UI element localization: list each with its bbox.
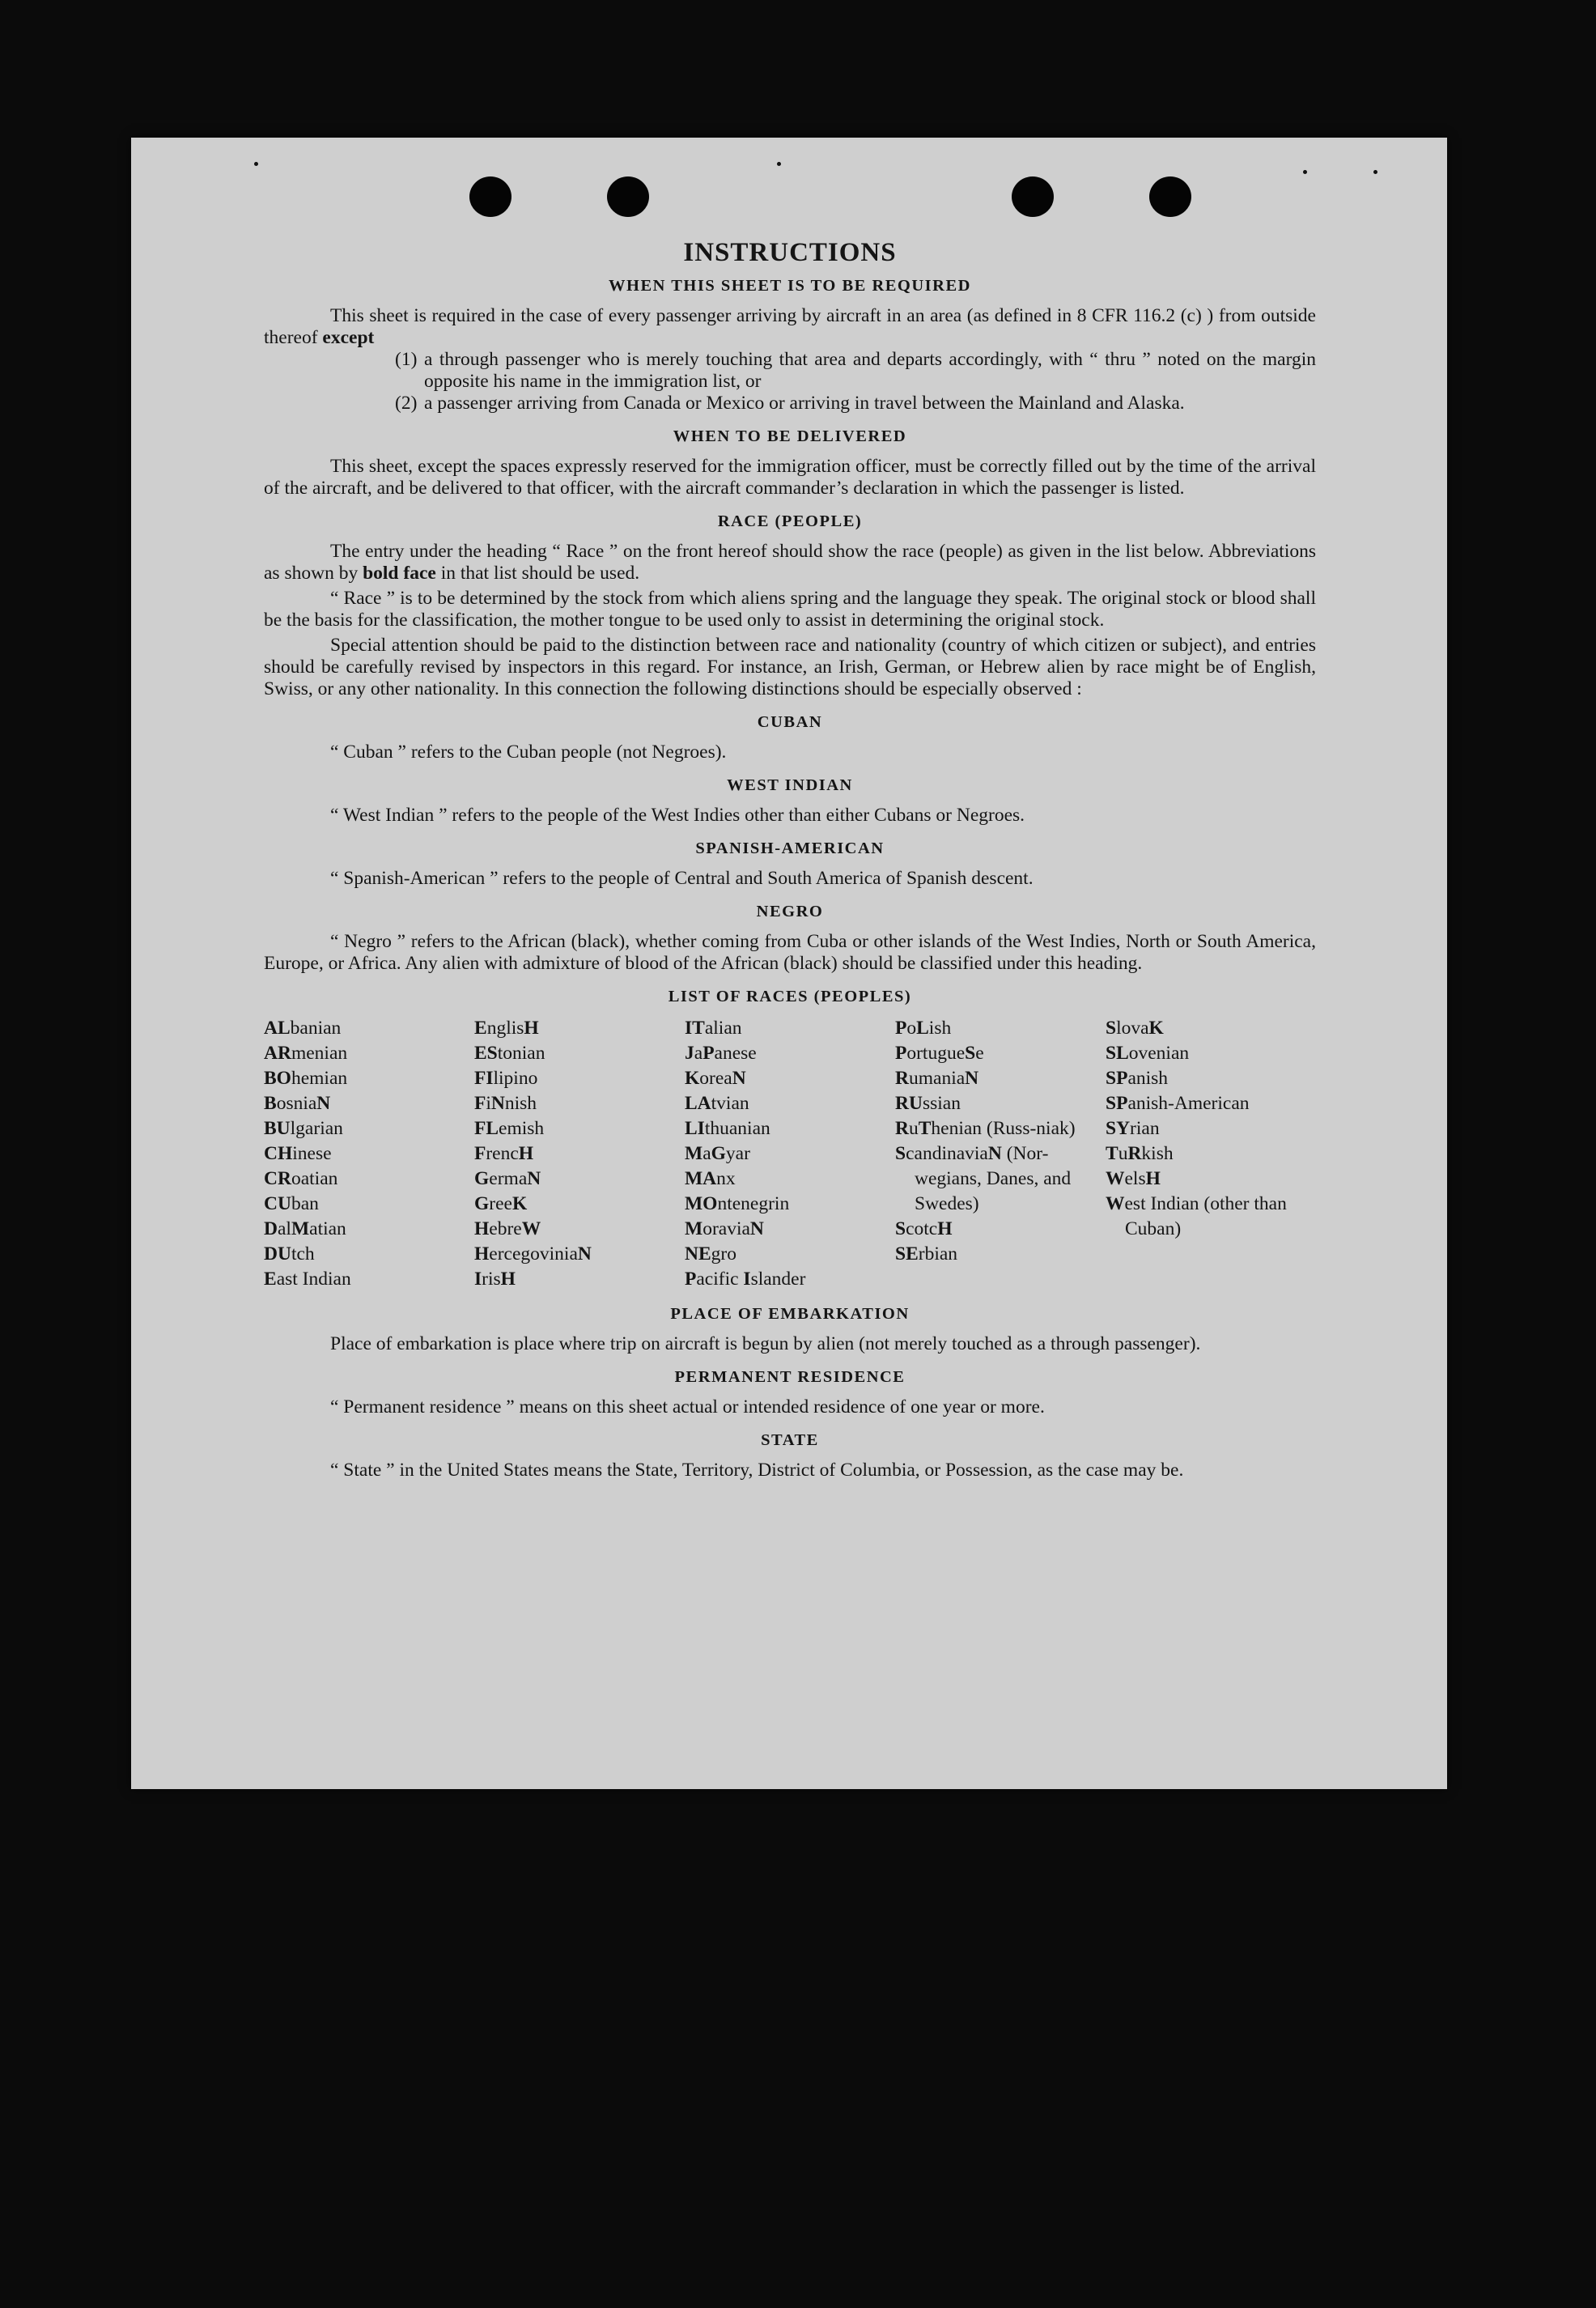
race-name-part: i <box>486 1093 491 1114</box>
section-heading-required: WHEN THIS SHEET IS TO BE REQUIRED <box>609 277 971 295</box>
race-abbreviation: AL <box>264 1018 291 1039</box>
race-column <box>1106 1016 1316 1292</box>
race-name-part: umania <box>908 1068 966 1089</box>
paragraph-emphasis: except <box>322 327 375 348</box>
race-name-part: lova <box>1116 1018 1149 1039</box>
race-name-part: yar <box>725 1143 750 1164</box>
paragraph-spanish-american: “ Spanish-American ” refers to the people of Central and South America of Spanish descent. <box>330 868 1034 889</box>
race-abbreviation: S <box>895 1218 906 1239</box>
race-name-part: ebre <box>489 1218 522 1239</box>
exception-number: (1) <box>395 349 418 370</box>
race-abbreviation: N <box>987 1143 1002 1164</box>
race-name-part: tonian <box>497 1043 545 1064</box>
race-abbreviation: CU <box>264 1193 291 1214</box>
race-name-part: e <box>975 1043 984 1064</box>
race-entry <box>1106 1167 1316 1192</box>
punch-hole <box>1149 176 1191 217</box>
race-abbreviation: P <box>685 1269 697 1290</box>
race-abbreviation: H <box>518 1143 534 1164</box>
race-abbreviation: W <box>521 1218 541 1239</box>
race-column <box>474 1016 685 1292</box>
section-heading-residence: PERMANENT RESIDENCE <box>674 1368 906 1386</box>
punch-hole <box>1012 176 1054 217</box>
paragraph-embarkation: Place of embarkation is place where trip on aircraft is begun by alien (not merely touched as a through passenger). <box>330 1333 1201 1354</box>
race-abbreviation: G <box>711 1143 726 1164</box>
race-entry <box>685 1116 895 1141</box>
race-name-part: nglis <box>486 1018 524 1039</box>
race-abbreviation: BU <box>264 1118 291 1139</box>
section-heading-delivered: WHEN TO BE DELIVERED <box>673 427 907 445</box>
instructions-content <box>264 239 1316 1481</box>
race-name-part: al <box>277 1218 291 1239</box>
race-abbreviation: H <box>500 1269 516 1290</box>
race-entry <box>264 1217 474 1242</box>
race-abbreviation: BO <box>264 1068 291 1089</box>
race-name-part: inese <box>292 1143 332 1164</box>
section-heading-negro: NEGRO <box>756 903 824 920</box>
race-name-part: anish <box>1127 1068 1169 1089</box>
race-name-part: rbian <box>918 1243 958 1265</box>
race-entry <box>685 1267 895 1292</box>
race-entry <box>1106 1192 1316 1242</box>
race-abbreviation: S <box>1106 1018 1117 1039</box>
race-entry <box>895 1041 1106 1066</box>
race-abbreviation: LA <box>685 1093 711 1114</box>
race-name-part: ris <box>482 1269 501 1290</box>
race-entry <box>264 1041 474 1066</box>
race-entry <box>895 1016 1106 1041</box>
race-name-part: oravia <box>702 1218 750 1239</box>
race-name-part: renc <box>486 1143 519 1164</box>
race-name-part: tch <box>291 1243 315 1265</box>
race-abbreviation: MA <box>685 1168 717 1189</box>
race-column <box>264 1016 474 1292</box>
race-abbreviation: I <box>474 1269 482 1290</box>
race-name-part: ree <box>489 1193 512 1214</box>
race-entry <box>685 1192 895 1217</box>
race-entry <box>685 1242 895 1267</box>
race-abbreviation: CH <box>264 1143 293 1164</box>
paper-speck <box>1373 170 1377 174</box>
paragraph-negro: “ Negro ” refers to the African (black), whether coming from Cuba or other islands of the West Indies, North or South America, Europe, or Africa. Any alien with admixture of blood of the African (black) should be classified under this heading. <box>264 931 1316 974</box>
paragraph-cuban: “ Cuban ” refers to the Cuban people (not Negroes). <box>330 742 727 763</box>
race-name-part: ssian <box>922 1093 961 1114</box>
race-abbreviation: G <box>474 1193 490 1214</box>
race-abbreviation: H <box>474 1243 490 1265</box>
race-abbreviation: L <box>916 1018 929 1039</box>
race-entry <box>474 1066 685 1091</box>
race-abbreviation: F <box>474 1143 486 1164</box>
race-abbreviation: M <box>685 1218 703 1239</box>
race-abbreviation: N <box>749 1218 764 1239</box>
race-name-part: orea <box>699 1068 732 1089</box>
race-name-part: ban <box>291 1193 319 1214</box>
race-name-part: lipino <box>493 1068 538 1089</box>
paragraph-required <box>264 305 1316 349</box>
race-name-part: henian (Russ-niak) <box>931 1118 1076 1139</box>
race-name-part: tvian <box>711 1093 749 1114</box>
race-entry <box>1106 1141 1316 1167</box>
race-abbreviation: W <box>1106 1193 1125 1214</box>
punch-hole <box>607 176 649 217</box>
race-entry <box>895 1242 1106 1267</box>
race-name-part: cotc <box>906 1218 938 1239</box>
race-abbreviation: M <box>685 1143 703 1164</box>
race-name-part: u <box>1118 1143 1128 1164</box>
paragraph-race-2: “ Race ” is to be determined by the stock from which aliens spring and the language they speak. The original stock or blood shall be the basis for the classification, the mother tongue to be used only to assist in determining the original stock. <box>264 588 1316 631</box>
race-name-part: nx <box>716 1168 736 1189</box>
race-name-part: a <box>702 1143 711 1164</box>
section-heading-west-indian: WEST INDIAN <box>727 776 853 794</box>
section-heading-spanish-american: SPANISH-AMERICAN <box>695 839 885 857</box>
paper-speck <box>777 162 781 166</box>
race-abbreviation: MO <box>685 1193 718 1214</box>
race-abbreviation: H <box>524 1018 539 1039</box>
exception-number: (2) <box>395 393 418 414</box>
race-abbreviation: AR <box>264 1043 291 1064</box>
race-entry <box>264 1242 474 1267</box>
race-entry <box>474 1016 685 1041</box>
paragraph-state: “ State ” in the United States means the State, Territory, District of Columbia, or Possession, as the case may be. <box>330 1460 1184 1481</box>
race-entry <box>474 1167 685 1192</box>
paper-speck <box>1303 170 1307 174</box>
race-abbreviation: E <box>264 1269 277 1290</box>
section-heading-cuban: CUBAN <box>757 713 823 731</box>
race-abbreviation: B <box>264 1093 277 1114</box>
race-entry <box>685 1091 895 1116</box>
race-entry <box>685 1066 895 1091</box>
punch-hole <box>469 176 511 217</box>
race-name-part: els <box>1124 1168 1146 1189</box>
race-abbreviation: T <box>918 1118 932 1139</box>
race-name-part: thuanian <box>704 1118 770 1139</box>
race-abbreviation: DU <box>264 1243 291 1265</box>
race-name-part: slander <box>750 1269 806 1290</box>
race-name-part: hemian <box>291 1068 348 1089</box>
race-abbreviation: E <box>474 1018 487 1039</box>
race-abbreviation: K <box>511 1193 528 1214</box>
race-name-part: o <box>906 1018 917 1039</box>
race-abbreviation: N <box>527 1168 541 1189</box>
race-entry <box>895 1091 1106 1116</box>
race-name-part: menian <box>291 1043 348 1064</box>
race-name-part: anese <box>714 1043 757 1064</box>
race-entry <box>895 1066 1106 1091</box>
race-entry <box>474 1217 685 1242</box>
race-abbreviation: I <box>743 1269 751 1290</box>
race-abbreviation: K <box>1148 1018 1164 1039</box>
race-abbreviation: K <box>685 1068 700 1089</box>
section-heading-race: RACE (PEOPLE) <box>717 512 863 530</box>
race-abbreviation: FI <box>474 1068 494 1089</box>
race-abbreviation: NE <box>685 1243 711 1265</box>
race-name-part: anish-American <box>1127 1093 1250 1114</box>
race-abbreviation: N <box>732 1068 746 1089</box>
race-abbreviation: SP <box>1106 1093 1128 1114</box>
paragraph-text: The entry under the heading “ Race ” on the front hereof should show the race (people) as given in the list below. Abbreviations as shown by <box>264 541 1316 584</box>
race-entry <box>1106 1016 1316 1041</box>
paragraph-emphasis: bold face <box>363 563 436 584</box>
race-name-part: erma <box>489 1168 528 1189</box>
paragraph-west-indian: “ West Indian ” refers to the people of the West Indies other than either Cubans or Negroes. <box>330 805 1025 826</box>
exception-list <box>264 349 1316 414</box>
race-abbreviation: T <box>1106 1143 1118 1164</box>
race-name-part: ast Indian <box>276 1269 351 1290</box>
race-name-part: est Indian (other than Cuban) <box>1124 1193 1287 1239</box>
race-abbreviation: N <box>490 1093 505 1114</box>
race-abbreviation: R <box>1127 1143 1142 1164</box>
race-abbreviation: ES <box>474 1043 498 1064</box>
race-entry <box>685 1217 895 1242</box>
race-entry <box>264 1066 474 1091</box>
paragraph-residence: “ Permanent residence ” means on this sheet actual or intended residence of one year or more. <box>330 1396 1045 1418</box>
race-abbreviation: N <box>577 1243 592 1265</box>
race-entry <box>895 1116 1106 1141</box>
race-entry <box>895 1217 1106 1242</box>
race-name-part: ercegovinia <box>489 1243 578 1265</box>
race-abbreviation: SY <box>1106 1118 1131 1139</box>
race-entry <box>264 1267 474 1292</box>
race-entry <box>474 1192 685 1217</box>
race-abbreviation: P <box>895 1043 907 1064</box>
race-abbreviation: F <box>474 1093 486 1114</box>
paragraph-delivered: This sheet, except the spaces expressly reserved for the immigration officer, must be correctly filled out by the time of the arrival of the aircraft, and be delivered to that officer, with the aircraft commander’s declaration in which the passenger is listed. <box>264 456 1316 499</box>
race-name-part: lgarian <box>290 1118 343 1139</box>
race-entry <box>685 1016 895 1041</box>
race-abbreviation: J <box>685 1043 694 1064</box>
race-abbreviation: SL <box>1106 1043 1129 1064</box>
exception-item <box>395 393 1316 414</box>
race-name-part: u <box>908 1118 919 1139</box>
race-abbreviation: D <box>264 1218 278 1239</box>
exception-text: a through passenger who is merely touching that area and departs accordingly, with “ thru ” noted on the margin opposite his name in the immigration list, or <box>424 349 1316 392</box>
race-entry <box>264 1167 474 1192</box>
race-entry <box>474 1041 685 1066</box>
page-title: INSTRUCTIONS <box>683 238 897 267</box>
race-name-part: candinavia <box>906 1143 988 1164</box>
race-entry <box>685 1167 895 1192</box>
race-entry <box>1106 1116 1316 1141</box>
race-name-part: acific <box>696 1269 744 1290</box>
document-sheet <box>131 138 1447 1789</box>
race-column <box>685 1016 895 1292</box>
race-entry <box>264 1141 474 1167</box>
race-column <box>895 1016 1106 1292</box>
race-abbreviation: S <box>895 1143 906 1164</box>
section-heading-state: STATE <box>761 1431 819 1449</box>
race-entry <box>1106 1091 1316 1116</box>
race-name-part: alian <box>704 1018 742 1039</box>
race-abbreviation: H <box>937 1218 953 1239</box>
race-entry <box>685 1041 895 1066</box>
paragraph-text: This sheet is required in the case of every passenger arriving by aircraft in an area (as defined in 8 CFR 116.2 (c) ) from outside thereof <box>264 305 1316 348</box>
race-name-part: osnia <box>276 1093 317 1114</box>
race-name-part: emish <box>499 1118 545 1139</box>
race-name-part: atian <box>309 1218 346 1239</box>
race-abbreviation: CR <box>264 1168 291 1189</box>
race-entry <box>264 1016 474 1041</box>
race-entry <box>264 1192 474 1217</box>
race-entry <box>474 1267 685 1292</box>
race-entry <box>685 1141 895 1167</box>
race-abbreviation: M <box>291 1218 310 1239</box>
exception-text: a passenger arriving from Canada or Mexico or arriving in travel between the Mainland and Alaska. <box>424 393 1185 414</box>
race-entry <box>474 1116 685 1141</box>
race-entry <box>895 1141 1106 1217</box>
race-name-part: ovenian <box>1128 1043 1190 1064</box>
race-name-part: banian <box>290 1018 342 1039</box>
paper-speck <box>254 162 258 166</box>
paragraph-text: in that list should be used. <box>440 563 640 584</box>
race-abbreviation: P <box>702 1043 715 1064</box>
exception-item <box>395 349 1316 393</box>
race-abbreviation: RU <box>895 1093 923 1114</box>
race-abbreviation: FL <box>474 1118 499 1139</box>
race-name-part: ortugue <box>906 1043 966 1064</box>
race-name-part: (Nor-wegians, Danes, and Swedes) <box>915 1143 1072 1214</box>
race-list <box>264 1016 1316 1292</box>
paragraph-race-1 <box>264 541 1316 584</box>
race-abbreviation: W <box>1106 1168 1125 1189</box>
section-heading-race-list: LIST OF RACES (PEOPLES) <box>668 988 912 1005</box>
race-abbreviation: N <box>316 1093 331 1114</box>
race-abbreviation: S <box>965 1043 976 1064</box>
race-name-part: rian <box>1130 1118 1160 1139</box>
race-entry <box>474 1242 685 1267</box>
race-abbreviation: LI <box>685 1118 705 1139</box>
race-entry <box>474 1141 685 1167</box>
race-abbreviation: P <box>895 1018 907 1039</box>
race-name-part: a <box>694 1043 703 1064</box>
paragraph-race-3: Special attention should be paid to the distinction between race and nationality (country of which citizen or subject), and entries should be carefully revised by inspectors in this regard. For instance, an Irish, German, or Hebrew alien by race might be of English, Swiss, or any other nationality. In this connection the following distinctions should be especially observed : <box>264 635 1316 699</box>
race-abbreviation: G <box>474 1168 490 1189</box>
race-entry <box>264 1116 474 1141</box>
race-entry <box>1106 1041 1316 1066</box>
race-entry <box>264 1091 474 1116</box>
race-abbreviation: R <box>895 1118 909 1139</box>
race-name-part: ntenegrin <box>717 1193 790 1214</box>
race-entry <box>1106 1066 1316 1091</box>
race-name-part: nish <box>504 1093 537 1114</box>
race-abbreviation: SP <box>1106 1068 1128 1089</box>
race-name-part: kish <box>1141 1143 1174 1164</box>
race-abbreviation: IT <box>685 1018 705 1039</box>
race-name-part: ish <box>928 1018 952 1039</box>
race-abbreviation: N <box>965 1068 979 1089</box>
race-name-part: gro <box>711 1243 736 1265</box>
race-abbreviation: H <box>474 1218 490 1239</box>
race-name-part: oatian <box>291 1168 338 1189</box>
section-heading-embarkation: PLACE OF EMBARKATION <box>670 1305 910 1323</box>
race-abbreviation: R <box>895 1068 909 1089</box>
race-abbreviation: H <box>1145 1168 1161 1189</box>
race-entry <box>474 1091 685 1116</box>
race-abbreviation: SE <box>895 1243 919 1265</box>
